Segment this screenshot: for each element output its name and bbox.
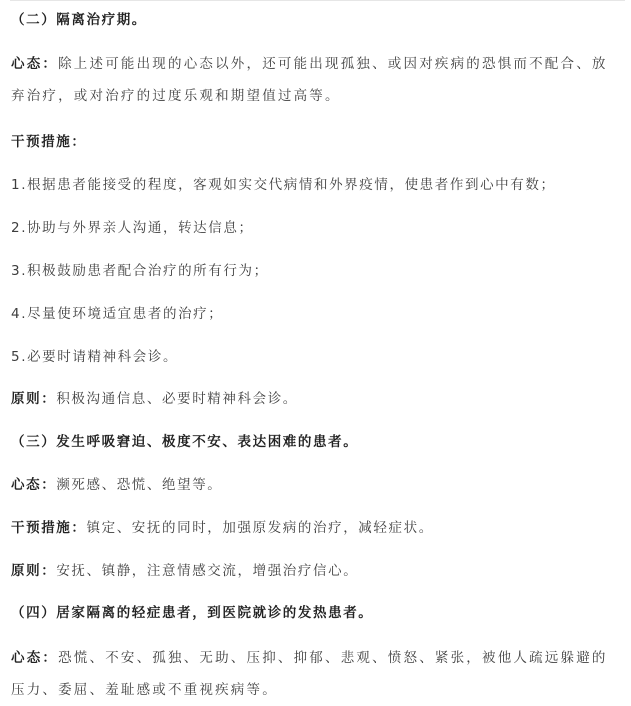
section-2-mindset: [11, 48, 623, 112]
section-2-item-4: 4.尽量使环境适宜患者的治疗；: [11, 306, 224, 322]
section-2-item-5: 5.必要时请精神科会诊。: [11, 349, 179, 365]
section-2-principle: [11, 390, 623, 408]
principle-label: 原则：: [11, 563, 57, 579]
measures-text: 镇定、安抚的同时，加强原发病的治疗，减轻症状。: [86, 520, 434, 536]
section-2-heading: （二）隔离治疗期。: [11, 12, 147, 28]
section-3-mindset: [11, 476, 623, 494]
top-divider: [10, 0, 625, 1]
mindset-text: 濒死感、恐慌、绝望等。: [56, 477, 223, 493]
principle-label: 原则：: [11, 391, 57, 407]
measures-label: 干预措施：: [11, 520, 87, 536]
mindset-label: 心态：: [11, 477, 57, 493]
section-4-heading: （四）居家隔离的轻症患者，到医院就诊的发热患者。: [11, 605, 374, 621]
section-3-principle: [11, 562, 623, 580]
section-2-measures-label: 干预措施：: [11, 134, 87, 150]
mindset-text: 恐慌、不安、孤独、无助、压抑、抑郁、悲观、愤怒、紧张，被他人疏远躲避的压力、委屈、羞耻感或不重视疾病等。: [11, 650, 608, 698]
mindset-text: 除上述可能出现的心态以外，还可能出现孤独、或因对疾病的恐惧而不配合、放弃治疗，或对治疗的过度乐观和期望值过高等。: [11, 56, 608, 104]
section-2-item-3: 3.积极鼓励患者配合治疗的所有行为；: [11, 263, 269, 279]
principle-text: 积极沟通信息、必要时精神科会诊。: [56, 391, 298, 407]
section-2-item-2: 2.协助与外界亲人沟通，转达信息；: [11, 220, 254, 236]
section-4-mindset: [11, 642, 623, 706]
section-2-item-1: 1.根据患者能接受的程度，客观如实交代病情和外界疫情，使患者作到心中有数；: [11, 177, 556, 193]
principle-text: 安抚、镇静，注意情感交流，增强治疗信心。: [56, 563, 359, 579]
section-3-heading: （三）发生呼吸窘迫、极度不安、表达困难的患者。: [11, 434, 359, 450]
section-3-measures: [11, 519, 623, 537]
mindset-label: 心态：: [11, 56, 59, 72]
mindset-label: 心态：: [11, 650, 59, 666]
